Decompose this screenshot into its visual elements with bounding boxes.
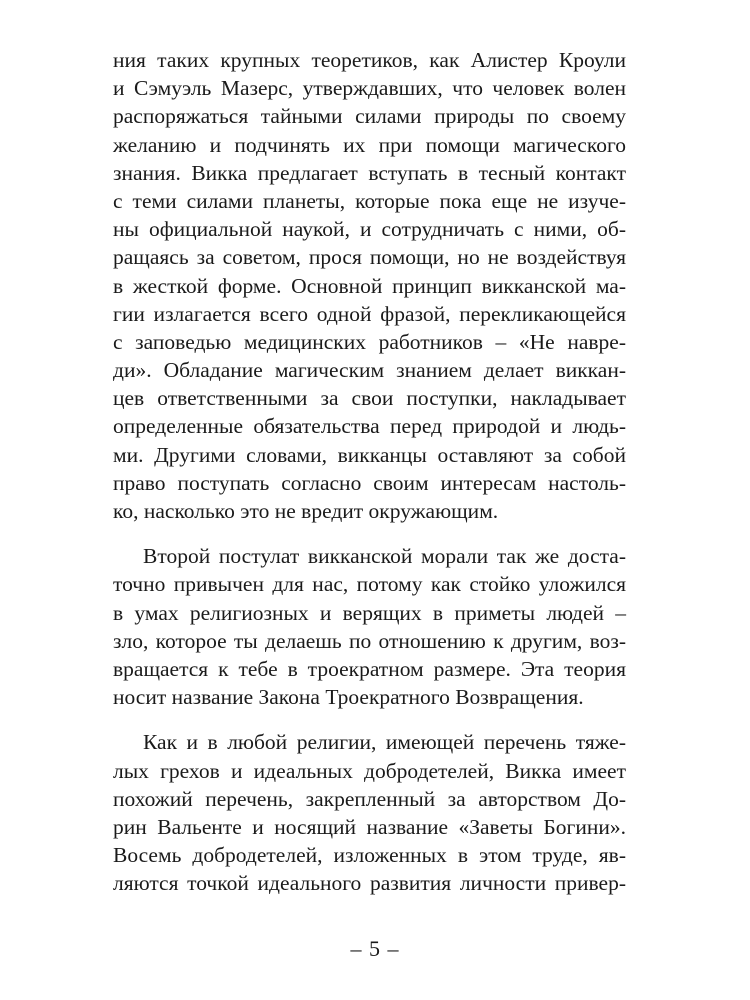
page-text bbox=[113, 46, 626, 897]
text-line: гии излагается всего одной фразой, перекликающейся bbox=[113, 301, 626, 326]
text-line: желанию и подчинять их при помощи магического bbox=[113, 132, 626, 157]
text-line: с заповедью медицинских работников – «Не навре- bbox=[113, 329, 626, 354]
paragraph-3 bbox=[113, 728, 626, 897]
text-line: точно привычен для нас, потому как стойко уложился bbox=[113, 572, 626, 597]
text-line: с теми силами планеты, которые пока еще не изуче- bbox=[113, 188, 626, 213]
text-line: ко, насколько это не вредит окружающим. bbox=[113, 499, 499, 523]
text-line: ми. Другими словами, викканцы оставляют за собой bbox=[113, 442, 626, 467]
text-line: и Сэмуэль Мазерс, утверждавших, что человек волен bbox=[113, 76, 626, 101]
text-line: ния таких крупных теоретиков, как Алистер Кроули bbox=[113, 48, 626, 72]
text-line: рин Вальенте и носящий название «Заветы Богини». bbox=[113, 814, 626, 839]
text-line: вращается к тебе в троекратном размере. Эта теория bbox=[113, 656, 626, 681]
text-line: Как и в любой религии, имеющей перечень тяже- bbox=[143, 730, 626, 755]
page-number: – 5 – bbox=[350, 936, 400, 961]
text-line: распоряжаться тайными силами природы по своему bbox=[113, 104, 626, 129]
text-line: ляются точкой идеального развития личности привер- bbox=[113, 871, 626, 896]
text-line: ны официальной наукой, и сотрудничать с ними, об- bbox=[113, 217, 626, 242]
text-line: носит название Закона Троекратного Возвращения. bbox=[113, 685, 584, 710]
text-line: знания. Викка предлагает вступать в тесный контакт bbox=[113, 160, 626, 185]
text-line: зло, которое ты делаешь по отношению к другим, воз- bbox=[113, 628, 626, 653]
text-line: в жесткой форме. Основной принцип викканской ма- bbox=[113, 273, 626, 298]
text-line: лых грехов и идеальных добродетелей, Викка имеет bbox=[113, 758, 626, 783]
text-line: право поступать согласно своим интересам настоль- bbox=[113, 470, 626, 495]
paragraph-2 bbox=[113, 542, 626, 711]
text-line: определенные обязательства перед природой и людь- bbox=[113, 414, 626, 439]
text-line: ращаясь за советом, прося помощи, но не воздействуя bbox=[113, 245, 626, 270]
text-line: Второй постулат викканской морали так же доста- bbox=[143, 544, 626, 569]
text-line: ди». Обладание магическим знанием делает виккан- bbox=[113, 358, 626, 383]
paragraph-1 bbox=[113, 46, 626, 525]
text-line: похожий перечень, закрепленный за авторством До- bbox=[113, 786, 626, 811]
text-line: Восемь добродетелей, изложенных в этом труде, яв- bbox=[113, 843, 626, 868]
text-line: в умах религиозных и верящих в приметы людей – bbox=[113, 600, 626, 625]
text-line: цев ответственными за свои поступки, накладывает bbox=[113, 386, 626, 411]
